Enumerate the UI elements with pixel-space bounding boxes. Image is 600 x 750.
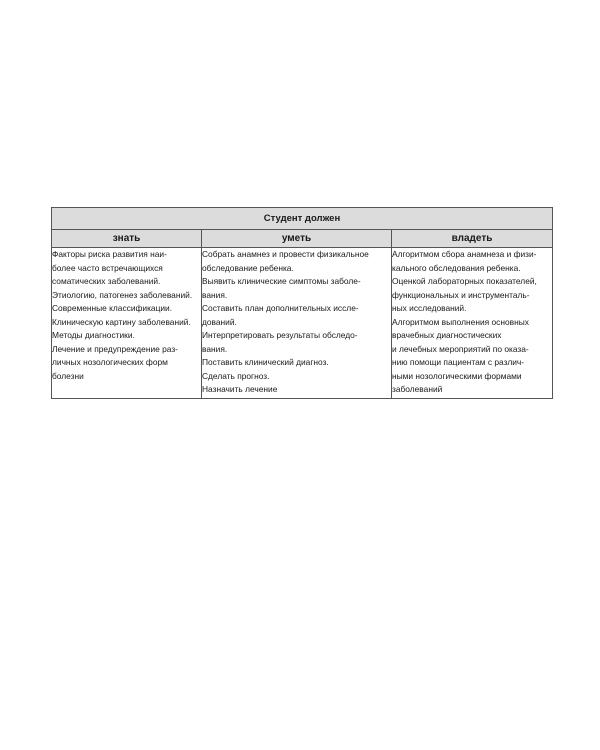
cell-master: Алгоритмом сбора анамнеза и физи- кального обследования ребенка. Оценкой лабораторных показателей, функциональных и инструменталь- ных исследований. Алгоритмом выполнения основных врачебных диагностических и лечебных мероприятий по оказа- нию помощи пациентам с различ- ными нозологическими формами заболеваний xyxy=(392,248,553,399)
column-header-can: уметь xyxy=(202,230,392,248)
column-header-know: знать xyxy=(52,230,202,248)
cell-know: Факторы риска развития наи- более часто встречающихся соматических заболеваний. Этиологию, патогенез заболеваний. Современные классификации. Клиническую картину заболеваний. Методы диагностики. Лечение и предупреждение раз- личных нозологических форм болезни xyxy=(52,248,202,399)
competency-table xyxy=(51,207,553,399)
table-title-row xyxy=(52,208,553,230)
cell-can: Собрать анамнез и провести физикальное обследование ребенка. Выявить клинические симптомы заболе- вания. Составить план дополнительных иссле- дований. Интерпретировать результаты обследо- вания. Поставить клинический диагноз. Сделать прогноз. Назначить лечение xyxy=(202,248,392,399)
table-row xyxy=(52,248,553,399)
column-header-master: владеть xyxy=(392,230,553,248)
column-header-row xyxy=(52,230,553,248)
table-title: Студент должен xyxy=(52,208,553,230)
